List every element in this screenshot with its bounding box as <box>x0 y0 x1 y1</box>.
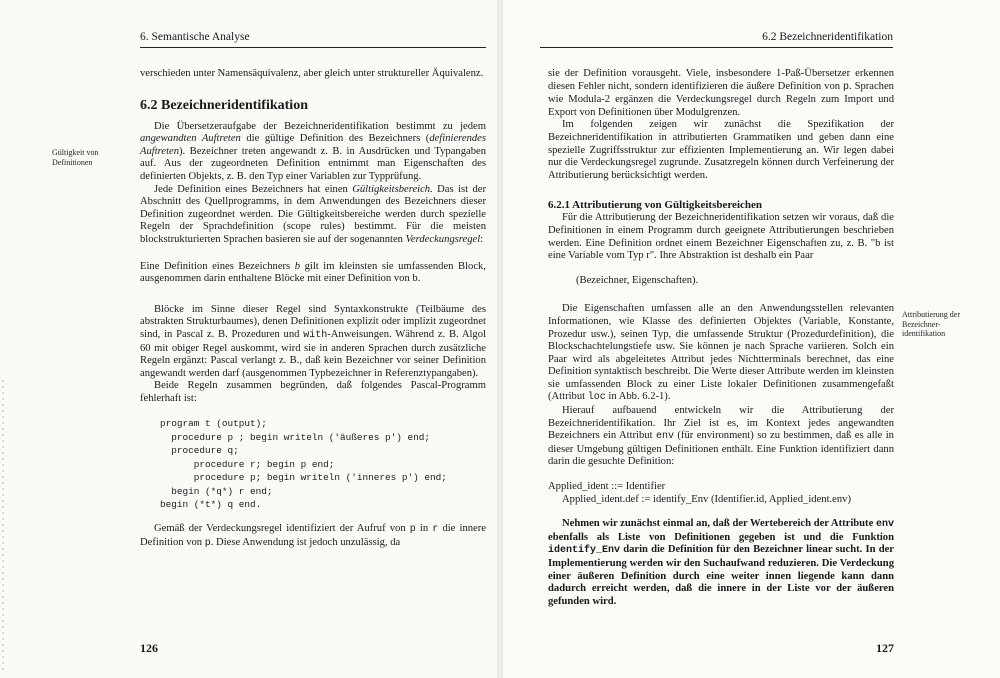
left-page-number: 126 <box>140 641 158 655</box>
pascal-code-listing <box>140 417 486 511</box>
code-line: procedure p; begin writeln ('inneres p') end; <box>160 472 447 484</box>
paragraph: Beide Regeln zusammen begründen, daß folgendes Pascal-Programm fehlerhaft ist: <box>140 380 486 404</box>
paragraph: Hierauf aufbauend entwickeln wir die Attributierung der Bezeichneridentifikation. Ihr Ziel ist es, im Kontext jedes angewandten Bezeichners ein Attribut env (für environment) so zu bestimmen, daß es alle in dieser Umgebung gültigen Definitionen enthält. Eine Funktion identifiziert dann darin die gesuchte Definition: <box>548 405 894 468</box>
code-line: program t (output); <box>160 418 267 430</box>
paragraph: Nehmen wir zunächst einmal an, daß der Wertebereich der Attribute env ebenfalls als Liste von Definitionen gegeben ist und die Funktion identify_Env darin die Definition für den Bezeichner linear sucht. In der Implementierung werden wir den Suchaufwand reduzieren. Die Verdeckung einer äußeren Definition durch eine weiter innen liegende kann dann dadurch erreicht werden, daß die innere in der Liste vor der äußeren gefunden wird. <box>548 518 894 607</box>
left-margin-note: Gültigkeit von Definitionen <box>52 148 99 167</box>
right-margin-note: Attributierung der Bezeichner-identifikation <box>902 310 960 338</box>
book-gutter <box>497 0 503 678</box>
paragraph: sie der Definition vorausgeht. Viele, insbesondere 1-Paß-Übersetzer erkennen diesen Fehler nicht, sondern identifizieren die äußere Definition von p. Sprachen wie Modula-2 ergänzen die Verdeckungsregel durch Regeln zum Import und Export von Definitionen über Modulgrenzen. <box>548 68 894 118</box>
scan-edge-mark <box>2 380 4 670</box>
code-line: begin (*t*) q end. <box>160 498 262 510</box>
section-title: 6.2 Bezeichneridentifikation <box>140 97 308 113</box>
code-line: begin (*q*) r end; <box>160 485 273 497</box>
subsection-title: 6.2.1 Attributierung von Gültigkeitsbereichen <box>548 199 762 212</box>
code-line: procedure r; begin p end; <box>160 458 335 470</box>
code-line: procedure p ; begin writeln ('äußeres p') end; <box>160 431 431 443</box>
definition-pair: (Bezeichner, Eigenschaften). <box>576 274 699 286</box>
code-line: procedure q; <box>160 445 239 457</box>
paragraph: Gemäß der Verdeckungsregel identifiziert der Aufruf von p in r die innere Definition von p. Diese Anwendung ist jedoch unzulässig, da <box>140 523 486 549</box>
paragraph: Die Übersetzeraufgabe der Bezeichneridentifikation bestimmt zu jedem angewandten Auftreten die gültige Definition des Bezeichners (definierendes Auftreten). Bezeichner treten angewandt z. B. in Ausdrücken und Typangaben auf. Aus der zugeordneten Definition entnimmt man Eigenschaften des definierten Objekts, z. B. den Typ einer Variablen zur Typprüfung. <box>140 120 486 182</box>
left-running-header: 6. Semantische Analyse <box>140 30 486 48</box>
paragraph: Im folgenden zeigen wir zunächst die Spezifikation der Bezeichneridentifikation in attributierten Grammatiken und geben dann eine spezielle Zugriffsstruktur zur effizienten Implementierung an. Wir legen dabei nur die Verdeckungsregel zugrunde. Zusatzregeln können durch Verfeinerung der Attributierung berücksichtigt werden. <box>548 119 894 181</box>
left-text-column <box>140 68 486 551</box>
right-page-number: 127 <box>876 641 894 655</box>
bold-paragraph-block <box>548 518 894 608</box>
paragraph: Jede Definition eines Bezeichners hat einen Gültigkeitsbereich. Das ist der Abschnitt des Quellprogramms, in dem Anwendungen des Bezeichners dieser Definition zugeordnet werden. Die Gültigkeitsbereiche werden durch spezielle Regeln der Sprachdefinition (scope rules) bestimmt. Für die meisten blockstrukturierten Sprachen basieren sie auf der sogenannten Verdeckungsregel: <box>140 183 486 245</box>
grammar-attribution: Applied_ident.def := identify_Env (Identifier.id, Applied_ident.env) <box>562 493 851 505</box>
paragraph: Blöcke im Sinne dieser Regel sind Syntaxkonstrukte (Teilbäume des abstrakten Strukturbaumes), denen Definitionen explizit oder implizit zugeordnet sind, in Pascal z. B. Prozeduren und with-Anweisungen. Während z. B. Algol 60 mit obiger Regel auskommt, wird sie in anderen Sprachen durch zusätzliche Regeln ergänzt: Pascal verlangt z. B., daß kein Bezeichner vor seiner Definition angewandt werden darf (ausgenommen Typbezeichner in Referenztypangaben). <box>140 303 486 379</box>
grammar-rule: Applied_ident ::= Identifier <box>548 481 666 493</box>
intro-paragraph: verschieden unter Namensäquivalenz, aber gleich unter struktureller Äquivalenz. <box>140 68 484 79</box>
right-running-header: 6.2 Bezeichneridentifikation <box>540 30 893 48</box>
scope-rule-statement: Eine Definition eines Bezeichners b gilt im kleinsten sie umfassenden Block, ausgenommen darin enthaltene Blöcke mit einer Definition von b. <box>140 260 486 285</box>
right-text-column <box>548 68 894 608</box>
paragraph: Die Eigenschaften umfassen alle an den Anwendungsstellen relevanten Informationen, wie Klasse des definierten Objektes (Variable, Konstante, Prozedur usw.), seinen Typ, die umfassende Struktur (Prozedurdefinition), die Blockschachtelungstiefe usw. Sie können je nach Sprache variieren. Solch ein Paar wird als abgeleitetes Attribut jedes Nichtterminals berechnet, das eine Definition syntaktisch beschreibt. Die Werte dieser Attribute werden im kleinsten sie umfassenden Block zu einer Liste lokaler Definitionen zusammengefaßt (Attribut loc in Abb. 6.2-1). <box>548 303 894 404</box>
paragraph: Für die Attributierung der Bezeichneridentifikation setzen wir voraus, daß die Definitionen in einem Programm durch geeignete Attributierungen beschrieben werden. Eine Definition ordnet einem Bezeichner Eigenschaften zu, z. B. "b ist eine Variable vom Typ r". Ihre Abstraktion ist deshalb ein Paar <box>548 212 894 262</box>
